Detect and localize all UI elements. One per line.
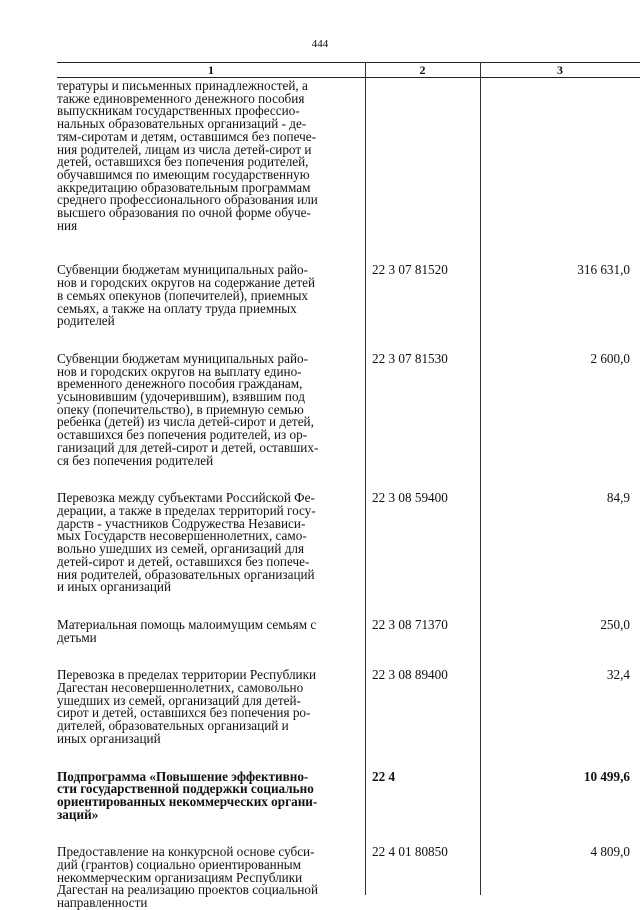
row-code: 22 3 08 71370 bbox=[372, 616, 448, 632]
description-line: Материальная помощь малоимущим семьям с bbox=[57, 616, 317, 632]
table-row bbox=[57, 616, 640, 645]
row-code: 22 3 08 59400 bbox=[372, 490, 448, 506]
description-line: детьми bbox=[57, 629, 97, 645]
description-line: выпускникам государственных профессио- bbox=[57, 103, 300, 119]
description-line: Подпрограмма «Повышение эффективно- bbox=[57, 768, 309, 784]
description-line: высшего образования по очной форме обуче- bbox=[57, 205, 311, 221]
table-row bbox=[57, 846, 640, 910]
row-description bbox=[57, 768, 357, 822]
description-line: дарств - участников Содружества Независи- bbox=[57, 515, 306, 531]
row-amount: 84,9 bbox=[606, 490, 630, 506]
description-line: Субвенции бюджетам муниципальных райо- bbox=[57, 262, 309, 278]
description-line: заций» bbox=[57, 806, 99, 822]
description-line: тям-сиротам и детям, оставшимся без попече- bbox=[57, 128, 316, 144]
description-line: ния родителей, образовательных организаций bbox=[57, 566, 315, 582]
description-line: Субвенции бюджетам муниципальных райо- bbox=[57, 350, 309, 366]
row-amount: 316 631,0 bbox=[577, 262, 630, 278]
row-amount: 10 499,6 bbox=[583, 768, 630, 784]
description-line: ушедших из семей, организаций для детей- bbox=[57, 692, 301, 708]
description-line: ганизаций для детей-сирот и детей, оставших- bbox=[57, 439, 319, 455]
description-line: иных организаций bbox=[57, 730, 161, 746]
row-description bbox=[57, 492, 357, 594]
description-line: ния bbox=[57, 217, 78, 233]
description-line: ребенка (детей) из числа детей-сирот и детей, bbox=[57, 414, 314, 430]
description-line: нальных образовательных организаций - де- bbox=[57, 116, 307, 132]
description-line: направленности bbox=[57, 895, 148, 910]
description-line: и иных организаций bbox=[57, 579, 172, 595]
description-line: также единовременного денежного пособия bbox=[57, 90, 305, 106]
row-amount: 4 809,0 bbox=[590, 844, 630, 860]
description-line: сирот и детей, оставшихся без попечения ро- bbox=[57, 705, 311, 721]
table-body bbox=[57, 80, 640, 910]
description-line: сти государственной поддержки социально bbox=[57, 781, 314, 797]
description-line: Дагестан несовершеннолетних, самовольно bbox=[57, 680, 304, 696]
description-line: усыновившим (удочерившим), взявшим под bbox=[57, 389, 305, 405]
row-description bbox=[57, 846, 357, 910]
description-line: вольно ушедших из семей, организаций для bbox=[57, 541, 305, 557]
description-line: опеку (попечительство), в приемную семью bbox=[57, 401, 304, 417]
description-line: нов и городских округов на содержание детей bbox=[57, 275, 316, 291]
description-line: родителей bbox=[57, 313, 115, 329]
table-header bbox=[57, 62, 640, 78]
row-description bbox=[57, 350, 357, 468]
description-line: нов и городских округов на выплату едино- bbox=[57, 363, 302, 379]
table-row bbox=[57, 80, 640, 232]
column-header-2: 2 bbox=[419, 63, 426, 77]
column-header-3: 3 bbox=[557, 63, 563, 77]
description-line: мых Государств несовершеннолетних, само- bbox=[57, 528, 307, 544]
row-amount: 32,4 bbox=[606, 667, 630, 683]
column-header-1: 1 bbox=[208, 63, 214, 77]
description-line: тературы и письменных принадлежностей, а bbox=[57, 78, 308, 93]
description-line: Перевозка в пределах территории Республики bbox=[57, 667, 317, 683]
description-line: Дагестан на реализацию проектов социальной bbox=[57, 882, 319, 898]
page-number: 444 bbox=[311, 38, 329, 50]
description-line: семьях, а также на оплату труда приемных bbox=[57, 300, 297, 316]
description-line: некоммерческим организациям Республики bbox=[57, 869, 303, 885]
table-row bbox=[57, 264, 640, 328]
description-line: в семьях опекунов (попечителей), приемных bbox=[57, 287, 309, 303]
table-row bbox=[57, 492, 640, 594]
table-row bbox=[57, 669, 640, 745]
description-line: ся без попечения родителей bbox=[57, 452, 214, 468]
row-description bbox=[57, 616, 357, 645]
description-line: Предоставление на конкурсной основе субси- bbox=[57, 844, 315, 860]
description-line: Перевозка между субъектами Российской Фе- bbox=[57, 490, 315, 506]
description-line: дий (грантов) социально ориентированным bbox=[57, 857, 301, 873]
description-line: оставшихся без попечения родителей, из ор- bbox=[57, 427, 308, 443]
description-line: ориентированных некоммерческих органи- bbox=[57, 793, 318, 809]
description-line: дителей, образовательных организаций и bbox=[57, 718, 289, 734]
row-description bbox=[57, 669, 357, 745]
description-line: дерации, а также в пределах территорий госу- bbox=[57, 502, 316, 518]
description-line: аккредитацию образовательным программам bbox=[57, 179, 311, 195]
row-description bbox=[57, 264, 357, 328]
row-code: 22 3 07 81520 bbox=[372, 262, 448, 278]
table-row bbox=[57, 768, 640, 822]
description-line: обучавшимся по имеющим государственную bbox=[57, 166, 310, 182]
table-row bbox=[57, 350, 640, 468]
description-line: детей, оставшихся без попечения родителей, bbox=[57, 154, 309, 170]
description-line: детей-сирот и детей, оставшихся без попече- bbox=[57, 553, 310, 569]
row-description bbox=[57, 80, 357, 232]
row-code: 22 4 bbox=[372, 768, 396, 784]
description-line: ния родителей, лицам из числа детей-сирот и bbox=[57, 141, 312, 157]
row-code: 22 3 07 81530 bbox=[372, 350, 448, 366]
row-amount: 2 600,0 bbox=[590, 350, 630, 366]
description-line: среднего профессионального образования или bbox=[57, 192, 318, 208]
row-code: 22 3 08 89400 bbox=[372, 667, 448, 683]
row-code: 22 4 01 80850 bbox=[372, 844, 448, 860]
description-line: временного денежного пособия гражданам, bbox=[57, 376, 303, 392]
row-amount: 250,0 bbox=[600, 616, 630, 632]
